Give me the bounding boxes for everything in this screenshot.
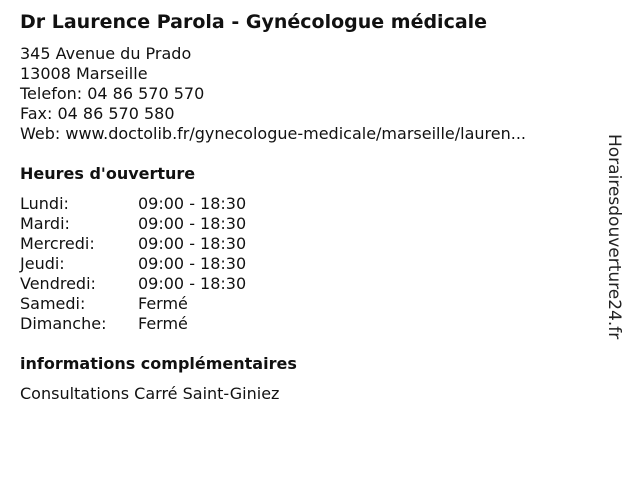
day-label: Jeudi: (20, 254, 65, 273)
day-label: Lundi: (20, 194, 69, 213)
hours-row-monday (20, 194, 246, 214)
additional-info-text: Consultations Carré Saint-Giniez (20, 384, 280, 403)
day-hours: 09:00 - 18:30 (138, 194, 247, 213)
hours-row-friday (20, 274, 246, 294)
day-label: Vendredi: (20, 274, 96, 293)
street-address: 345 Avenue du Prado (20, 44, 192, 63)
day-hours: 09:00 - 18:30 (138, 214, 247, 233)
fax-number: Fax: 04 86 570 580 (20, 104, 175, 123)
day-hours: Fermé (138, 314, 188, 333)
phone-number: Telefon: 04 86 570 570 (20, 84, 205, 103)
website: Web: www.doctolib.fr/gynecologue-medicale/marseille/lauren... (20, 124, 527, 143)
additional-info-heading: informations complémentaires (20, 354, 297, 373)
page-title: Dr Laurence Parola - Gynécologue médicale (20, 11, 488, 33)
day-label: Samedi: (20, 294, 86, 313)
day-label: Mercredi: (20, 234, 95, 253)
hours-row-sunday (20, 314, 246, 334)
day-hours: 09:00 - 18:30 (138, 254, 247, 273)
opening-hours-heading: Heures d'ouverture (20, 164, 196, 183)
day-hours: Fermé (138, 294, 188, 313)
day-hours: 09:00 - 18:30 (138, 234, 247, 253)
opening-hours-table (20, 194, 246, 334)
day-label: Dimanche: (20, 314, 107, 333)
hours-row-saturday (20, 294, 246, 314)
address-block (20, 44, 526, 144)
city: 13008 Marseille (20, 64, 148, 83)
hours-row-thursday (20, 254, 246, 274)
hours-row-tuesday (20, 214, 246, 234)
hours-row-wednesday (20, 234, 246, 254)
site-watermark: Horairesdouverture24.fr (604, 134, 624, 340)
day-label: Mardi: (20, 214, 70, 233)
day-hours: 09:00 - 18:30 (138, 274, 247, 293)
